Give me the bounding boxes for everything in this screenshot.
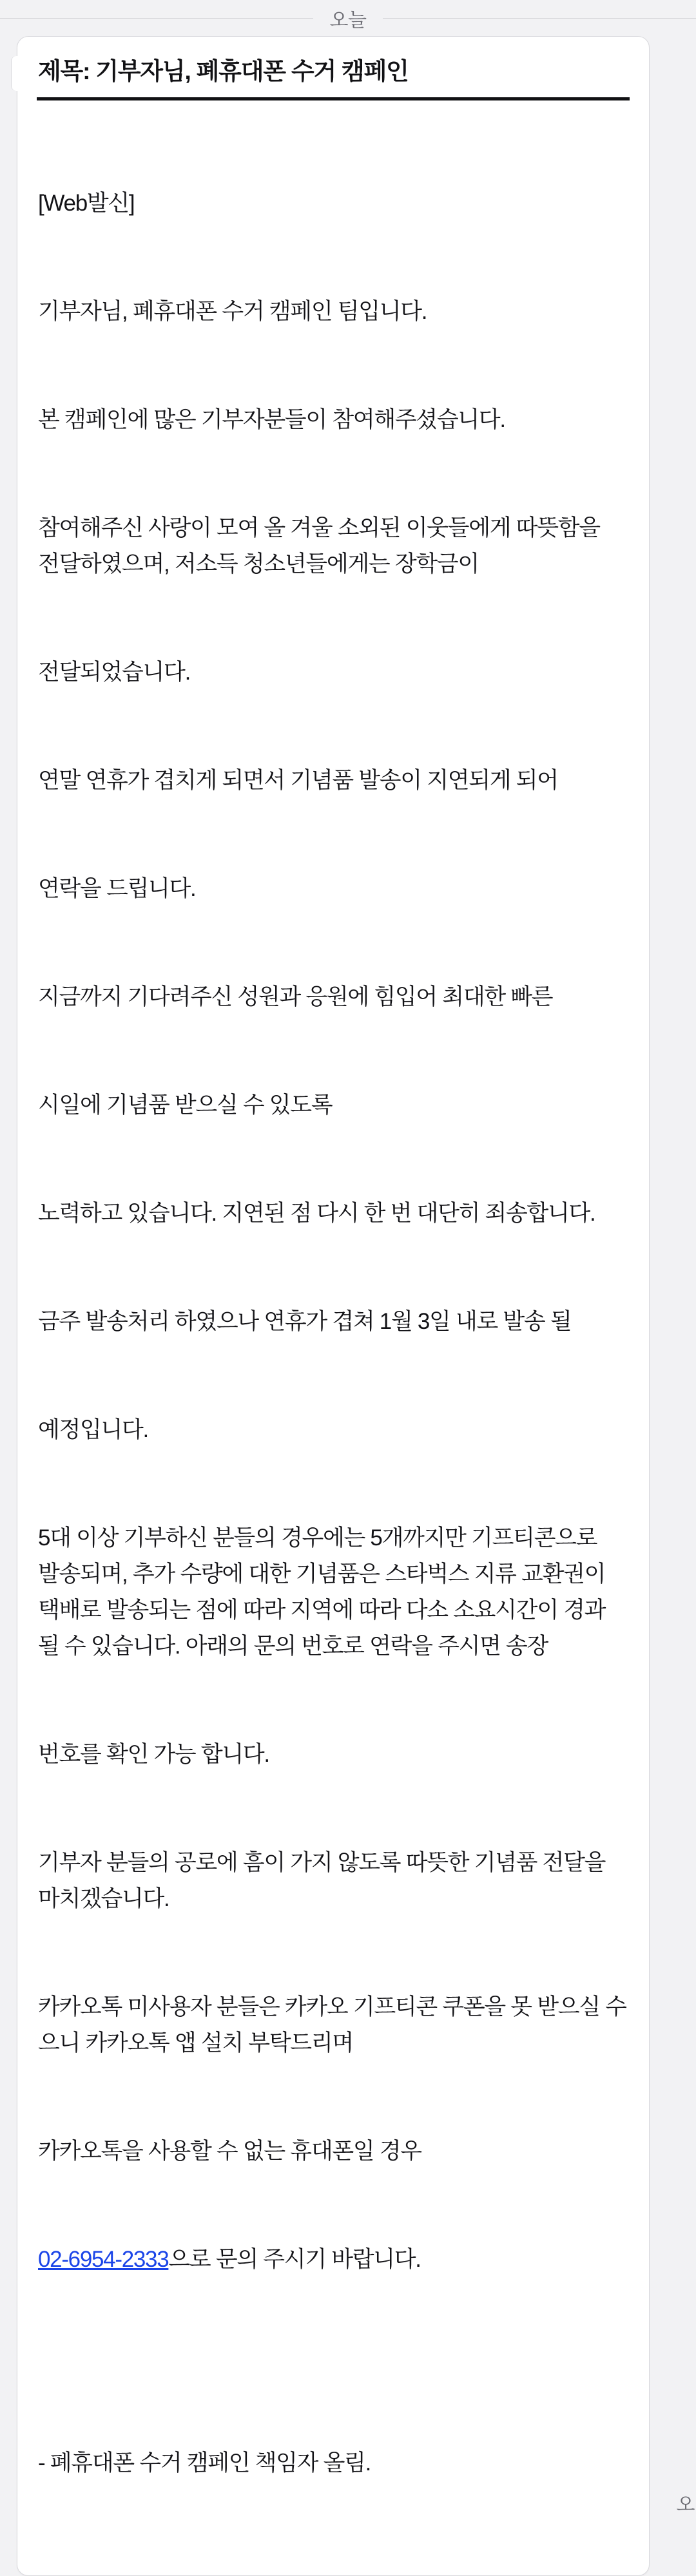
bubble-tail: [11, 56, 21, 91]
message-body: [37, 113, 630, 2553]
message-paragraph-6: 연락을 드립니다.: [38, 876, 196, 902]
message-paragraph-4: 전달되었습니다.: [38, 660, 190, 685]
message-paragraph-11: 예정입니다.: [38, 1417, 148, 1443]
message-paragraph-3: 참여해주신 사랑이 모여 올 겨울 소외된 이웃들에게 따뜻함을 전달하였으며, 저소득 청소년들에게는 장학금이: [38, 515, 606, 577]
body-spacer: [38, 2350, 630, 2373]
message-paragraph-8: 시일에 기념품 받으실 수 있도록: [38, 1092, 333, 1118]
message-paragraph-14: 기부자 분들의 공로에 흠이 가지 않도록 따뜻한 기념품 전달을 마치겠습니다.: [38, 1850, 611, 1912]
message-paragraph-1: 기부자님, 폐휴대폰 수거 캠페인 팀입니다.: [38, 299, 427, 325]
message-paragraph-7: 지금까지 기다려주신 성원과 응원에 힘입어 최대한 빠른: [38, 984, 553, 1010]
message-paragraph-12: 5대 이상 기부하신 분들의 경우에는 5개까지만 기프티콘으로 발송되며, 추가 수량에 대한 기념품은 스타벅스 지류 교환권이 택배로 발송되는 점에 따라 지역에 따라 다소 소요시간이 경과 될 수 있습니다. 아래의 문의 번호로 연락을 주시면 송장: [38, 1525, 611, 1659]
message-bubble-wrapper: [0, 36, 696, 2576]
message-paragraph-0: [Web발신]: [38, 191, 135, 216]
message-paragraph-15: 카카오톡 미사용자 분들은 카카오 기프티콘 쿠폰을 못 받으실 수 으니 카카오톡 앱 설치 부탁드리며: [38, 1994, 632, 2056]
date-divider: [0, 0, 696, 36]
next-message-peek-label: 오: [676, 2494, 695, 2516]
message-paragraph-13: 번호를 확인 가능 합니다.: [38, 1742, 269, 1768]
message-subject: 제목: 기부자님, 폐휴대폰 수거 캠페인: [37, 53, 630, 100]
message-paragraph-10: 금주 발송처리 하였으나 연휴가 겹쳐 1월 3일 내로 발송 될: [38, 1309, 572, 1335]
phone-number-link[interactable]: 02-6954-2333: [38, 2247, 169, 2273]
message-signature: - 폐휴대폰 수거 캠페인 책임자 올림.: [38, 2450, 371, 2476]
phone-line-suffix: 으로 문의 주시기 바랍니다.: [168, 2247, 421, 2273]
message-phone-line: [38, 2242, 630, 2278]
message-paragraph-16: 카카오톡을 사용할 수 없는 휴대폰일 경우: [38, 2139, 421, 2164]
message-paragraph-9: 노력하고 있습니다. 지연된 점 다시 한 번 대단히 죄송합니다.: [38, 1201, 595, 1226]
message-paragraph-2: 본 캠페인에 많은 기부자분들이 참여해주셨습니다.: [38, 407, 505, 433]
message-bubble[interactable]: [17, 36, 650, 2576]
date-divider-label: 오늘: [313, 4, 383, 32]
message-paragraph-5: 연말 연휴가 겹치게 되면서 기념품 발송이 지연되게 되어: [38, 768, 558, 794]
